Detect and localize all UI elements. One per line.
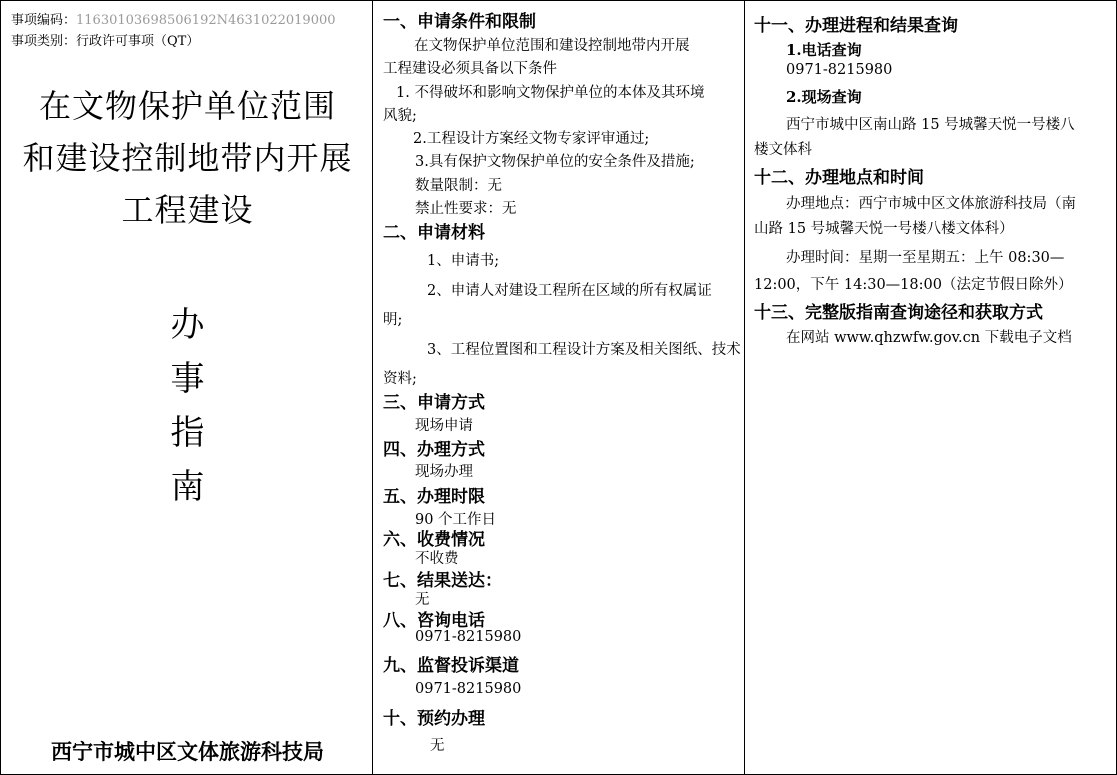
consult-phone: 0971-8215980: [415, 629, 522, 645]
section-10-value: 无: [430, 738, 445, 754]
office-location: 办理地点：西宁市城中区文体旅游科技局（南: [786, 196, 1076, 212]
guide-char-1: 办: [170, 305, 205, 345]
section-13-heading: 十三、完整版指南查询途径和获取方式: [754, 303, 1043, 323]
section-8-heading: 八、咨询电话: [383, 611, 485, 631]
section-4-heading: 四、办理方式: [383, 440, 485, 460]
guide-char-2: 事: [170, 359, 205, 399]
section-1-line: 工程建设必须具备以下条件: [383, 61, 557, 77]
section-9-heading: 九、监督投诉渠道: [383, 656, 519, 676]
office-hours: 办理时间：星期一至星期五：上午 08:30—: [786, 250, 1065, 266]
middle-column: [372, 0, 745, 775]
section-7-heading: 七、结果送达：: [383, 571, 502, 591]
cover-column: [0, 0, 373, 775]
section-12-heading: 十二、办理地点和时间: [754, 168, 924, 188]
title-line-3: 工程建设: [121, 191, 254, 229]
title-line-2: 和建设控制地带内开展: [22, 139, 353, 177]
section-6-value: 不收费: [415, 551, 459, 567]
section-4-value: 现场办理: [415, 464, 473, 480]
right-column: [744, 0, 1117, 775]
onsite-query-label: 2.现场查询: [786, 88, 862, 106]
section-2-line: 3、工程位置图和工程设计方案及相关图纸、技术: [427, 342, 741, 358]
section-2-line: 资料;: [383, 371, 417, 387]
section-5-heading: 五、办理时限: [383, 487, 485, 507]
download-info: 在网站 www.qhzwfw.gov.cn 下载电子文档: [786, 330, 1072, 346]
section-6-heading: 六、收费情况: [383, 530, 485, 550]
item-code: [11, 9, 336, 28]
prohibition: 禁止性要求：无: [415, 201, 517, 217]
query-address: 楼文体科: [754, 142, 812, 158]
guide-char-4: 南: [170, 467, 205, 507]
section-2-heading: 二、申请材料: [383, 223, 485, 243]
guide-char-3: 指: [170, 413, 205, 453]
title-line-1: 在文物保护单位范围: [38, 87, 336, 125]
section-1-line: 2.工程设计方案经文物专家评审通过;: [413, 131, 650, 147]
section-1-line: 3.具有保护文物保护单位的安全条件及措施;: [415, 154, 695, 170]
office-location: 山路 15 号城馨天悦一号楼八楼文体科）: [754, 221, 1014, 237]
section-1-heading: 一、申请条件和限制: [383, 12, 536, 32]
complaint-phone: 0971-8215980: [415, 681, 522, 697]
section-1-line: 1. 不得破坏和影响文物保护单位的本体及其环境: [396, 85, 705, 101]
section-5-value: 90 个工作日: [415, 512, 497, 528]
section-7-value: 无: [415, 592, 430, 608]
section-10-heading: 十、预约办理: [383, 709, 485, 729]
section-3-heading: 三、申请方式: [383, 393, 485, 413]
item-code-value: 11630103698506192N4631022019000: [76, 13, 336, 28]
section-2-line: 2、申请人对建设工程所在区域的所有权属证: [427, 283, 712, 299]
section-3-value: 现场申请: [415, 418, 473, 434]
section-2-line: 1、申请书;: [427, 253, 500, 269]
office-hours: 12:00，下午 14:30—18:00（法定节假日除外）: [754, 277, 1073, 293]
query-phone: 0971-8215980: [786, 62, 893, 78]
section-11-heading: 十一、办理进程和结果查询: [754, 16, 958, 36]
quantity-limit: 数量限制：无: [415, 178, 502, 194]
item-category: 事项类别：行政许可事项（QT）: [11, 34, 200, 49]
query-address: 西宁市城中区南山路 15 号城馨天悦一号楼八: [786, 117, 1075, 133]
section-1-line: 在文物保护单位范围和建设控制地带内开展: [414, 38, 690, 54]
section-1-line: 风貌;: [383, 108, 417, 124]
issuing-office: 西宁市城中区文体旅游科技局: [51, 739, 324, 764]
phone-query-label: 1.电话查询: [786, 41, 862, 59]
item-code-label: 事项编码：: [11, 13, 77, 28]
section-2-line: 明;: [383, 312, 403, 328]
